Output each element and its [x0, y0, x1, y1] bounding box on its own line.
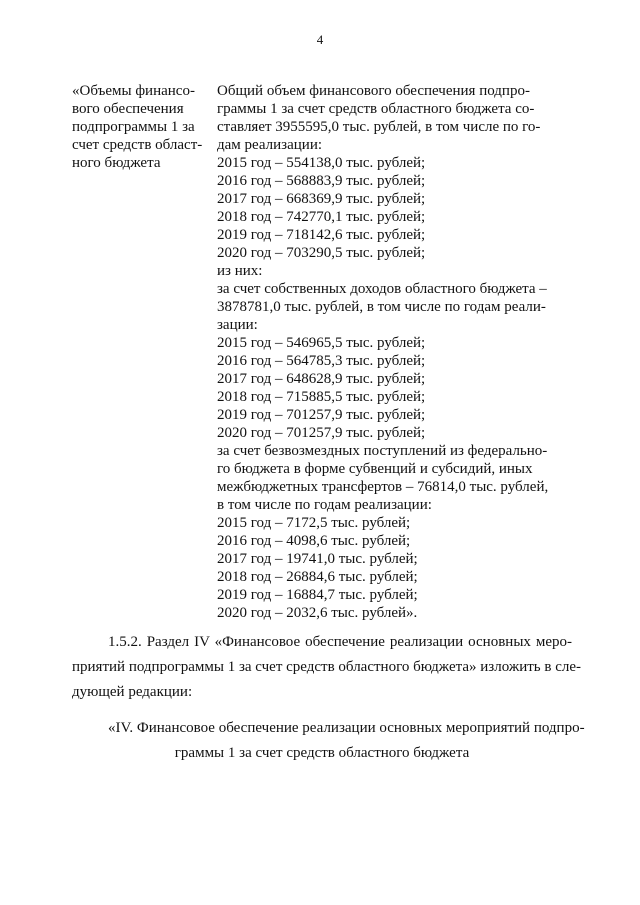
right-cell-line: 3878781,0 тыс. рублей, в том числе по годам реали-	[217, 299, 546, 315]
right-cell-line: 2016 год – 4098,6 тыс. рублей;	[217, 533, 411, 549]
right-cell-line: 2015 год – 7172,5 тыс. рублей;	[217, 515, 411, 531]
right-cell-line: 2015 год – 546965,5 тыс. рублей;	[217, 335, 426, 351]
right-cell-line: дам реализации:	[217, 137, 323, 153]
right-cell-line: 2018 год – 742770,1 тыс. рублей;	[217, 209, 426, 225]
table-left-cell	[72, 82, 212, 172]
right-cell-line: 2015 год – 554138,0 тыс. рублей;	[217, 155, 426, 171]
right-cell-line: 2019 год – 701257,9 тыс. рублей;	[217, 407, 426, 423]
right-cell-line: 2018 год – 715885,5 тыс. рублей;	[217, 389, 426, 405]
right-cell-line: 2019 год – 718142,6 тыс. рублей;	[217, 227, 426, 243]
heading-line: граммы 1 за счет средств областного бюджета	[174, 745, 470, 761]
right-cell-line: 2020 год – 2032,6 тыс. рублей».	[217, 605, 418, 621]
paragraph-line: 1.5.2. Раздел IV «Финансовое обеспечение реализации основных меро-	[108, 634, 572, 650]
right-cell-line: 2017 год – 648628,9 тыс. рублей;	[217, 371, 426, 387]
left-cell-line: вого обеспечения	[72, 101, 184, 117]
table-right-cell	[217, 82, 577, 622]
section-heading	[72, 716, 585, 766]
right-cell-line: граммы 1 за счет средств областного бюджета со-	[217, 101, 535, 117]
right-cell-line: межбюджетных трансфертов – 76814,0 тыс. рублей,	[217, 479, 549, 495]
right-cell-line: 2018 год – 26884,6 тыс. рублей;	[217, 569, 418, 585]
right-cell-line: Общий объем финансового обеспечения подпро-	[217, 83, 530, 99]
paragraph-line: дующей редакции:	[72, 684, 193, 700]
right-cell-line: в том числе по годам реализации:	[217, 497, 432, 513]
right-cell-line: 2020 год – 703290,5 тыс. рублей;	[217, 245, 426, 261]
left-cell-line: подпрограммы 1 за	[72, 119, 195, 135]
left-cell-line: «Объемы финансо-	[72, 83, 195, 99]
right-cell-line: 2020 год – 701257,9 тыс. рублей;	[217, 425, 426, 441]
page-number: 4	[316, 32, 324, 47]
left-cell-line: счет средств област-	[72, 137, 203, 153]
right-cell-line: 2019 год – 16884,7 тыс. рублей;	[217, 587, 418, 603]
right-cell-line: за счет безвозмездных поступлений из федерально-	[217, 443, 548, 459]
right-cell-line: ставляет 3955595,0 тыс. рублей, в том числе по го-	[217, 119, 541, 135]
right-cell-line: за счет собственных доходов областного бюджета –	[217, 281, 547, 297]
right-cell-line: 2016 год – 568883,9 тыс. рублей;	[217, 173, 426, 189]
right-cell-line: зации:	[217, 317, 258, 333]
left-cell-line: ного бюджета	[72, 155, 161, 171]
right-cell-line: 2016 год – 564785,3 тыс. рублей;	[217, 353, 426, 369]
right-cell-line: го бюджета в форме субвенций и субсидий, иных	[217, 461, 533, 477]
heading-line: «IV. Финансовое обеспечение реализации основных мероприятий подпро-	[108, 720, 585, 736]
right-cell-line: из них:	[217, 263, 263, 279]
amendment-paragraph	[72, 630, 582, 705]
paragraph-line: приятий подпрограммы 1 за счет средств областного бюджета» изложить в сле-	[72, 659, 582, 675]
right-cell-line: 2017 год – 19741,0 тыс. рублей;	[217, 551, 418, 567]
right-cell-line: 2017 год – 668369,9 тыс. рублей;	[217, 191, 426, 207]
